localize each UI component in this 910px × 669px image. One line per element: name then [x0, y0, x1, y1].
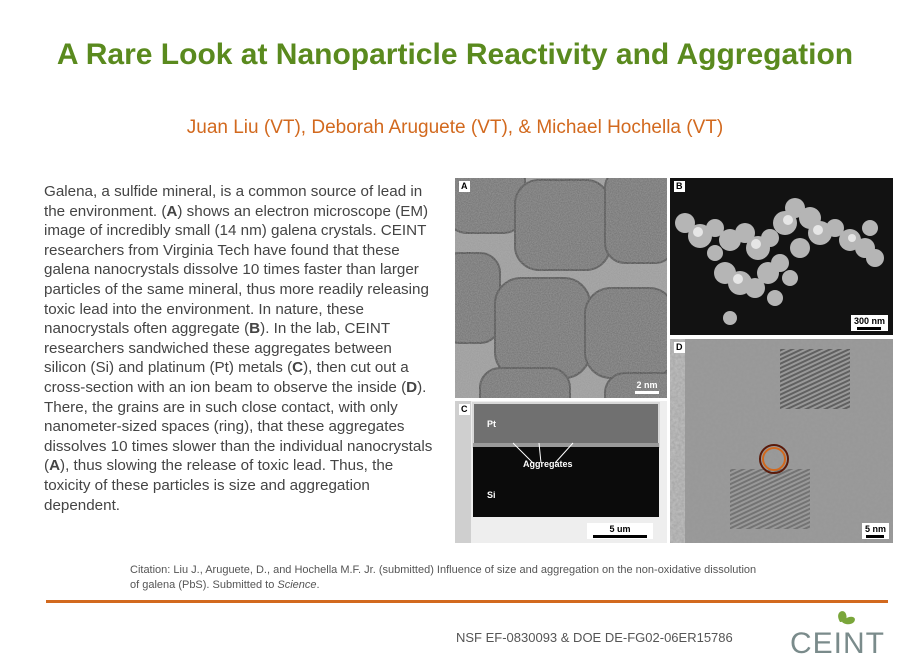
- panel-d-scalebar: [862, 523, 889, 539]
- panel-a-scalebar: [635, 380, 659, 394]
- hrtem-image: [670, 339, 893, 543]
- authors: Juan Liu (VT), Deborah Aruguete (VT), & Michael Hochella (VT): [186, 117, 724, 138]
- pt-label: Pt: [487, 419, 496, 429]
- body-text-segment: ), thus slowing the release of toxic lead. Thus, the toxicity of these particles is size and aggregation dependent.: [44, 457, 394, 514]
- panel-b-scale-label: 300 nm: [853, 316, 885, 326]
- body-text-segment: Galena, a sulfide mineral, is a common source of lead in the environment. (: [44, 183, 423, 220]
- panel-d-image: [670, 339, 893, 543]
- divider-rule: [46, 600, 888, 603]
- panel-c-scale-label: 5 um: [609, 524, 631, 534]
- aggregates-label: Aggregates: [523, 459, 573, 469]
- leaf-icon: [788, 608, 888, 658]
- body-text-segment: ), then cut out a cross-section with an ion beam to observe the inside (: [44, 359, 409, 396]
- body-text: [44, 182, 436, 515]
- body-text-segment: ). There, the grains are in such close contact, with only nanometer-sized spaces (ring), that these aggregates dissolves 10 times slower than the individual nanocrystals (: [44, 378, 433, 475]
- si-label: Si: [487, 490, 496, 500]
- panel-a-scale-label: 2 nm: [636, 380, 658, 390]
- panel-a-label: A: [461, 181, 468, 191]
- nanocrystal-tem-image: [455, 178, 667, 398]
- panel-c-label: C: [461, 404, 468, 414]
- figure-reference: D: [406, 378, 418, 396]
- citation-journal: Science: [277, 579, 317, 591]
- figure-reference: A: [49, 457, 61, 475]
- panel-c-image: [455, 401, 667, 543]
- citation-text: of galena (PbS). Submitted to: [130, 579, 278, 591]
- ceint-logo: [788, 608, 888, 658]
- body-text-segment: ) shows an electron microscope (EM) image of incredibly small (14 nm) galena crystals. CEINT researchers from Virginia Tech have found that these galena nanocrystals dissolve 10 times faster than larger particles of the same mineral, thus more readily releasing toxic lead into the environment. In nature, these nanocrystals often aggregate (: [44, 202, 429, 338]
- logo-text: CEINT: [790, 627, 885, 658]
- panel-c-scalebar: [587, 523, 653, 539]
- body-text-segment: ). In the lab, CEINT researchers sandwiched these aggregates between silicon (Si) and platinum (Pt) metals (: [44, 320, 392, 377]
- panel-b-scalebar: [851, 315, 888, 331]
- page-title: A Rare Look at Nanoparticle Reactivity and Aggregation: [56, 38, 854, 71]
- citation-end: .: [316, 579, 320, 591]
- citation-line-2: [130, 578, 850, 593]
- panel-a-image: [455, 178, 667, 398]
- aggregate-sem-image: [670, 178, 893, 335]
- figure-reference: B: [249, 320, 261, 338]
- figure-reference: A: [166, 202, 178, 220]
- panel-b-image: [670, 178, 893, 335]
- panel-b-label: B: [676, 181, 683, 191]
- panel-d-label: D: [676, 342, 683, 352]
- citation: [130, 563, 850, 593]
- funding-text: NSF EF-0830093 & DOE DE-FG02-06ER15786: [456, 630, 733, 645]
- citation-line-1: Citation: Liu J., Aruguete, D., and Hochella M.F. Jr. (submitted) Influence of size and aggregation on the non-oxidative dissolution: [130, 564, 757, 576]
- panel-d-scale-label: 5 nm: [864, 524, 886, 534]
- figure-reference: C: [292, 359, 304, 377]
